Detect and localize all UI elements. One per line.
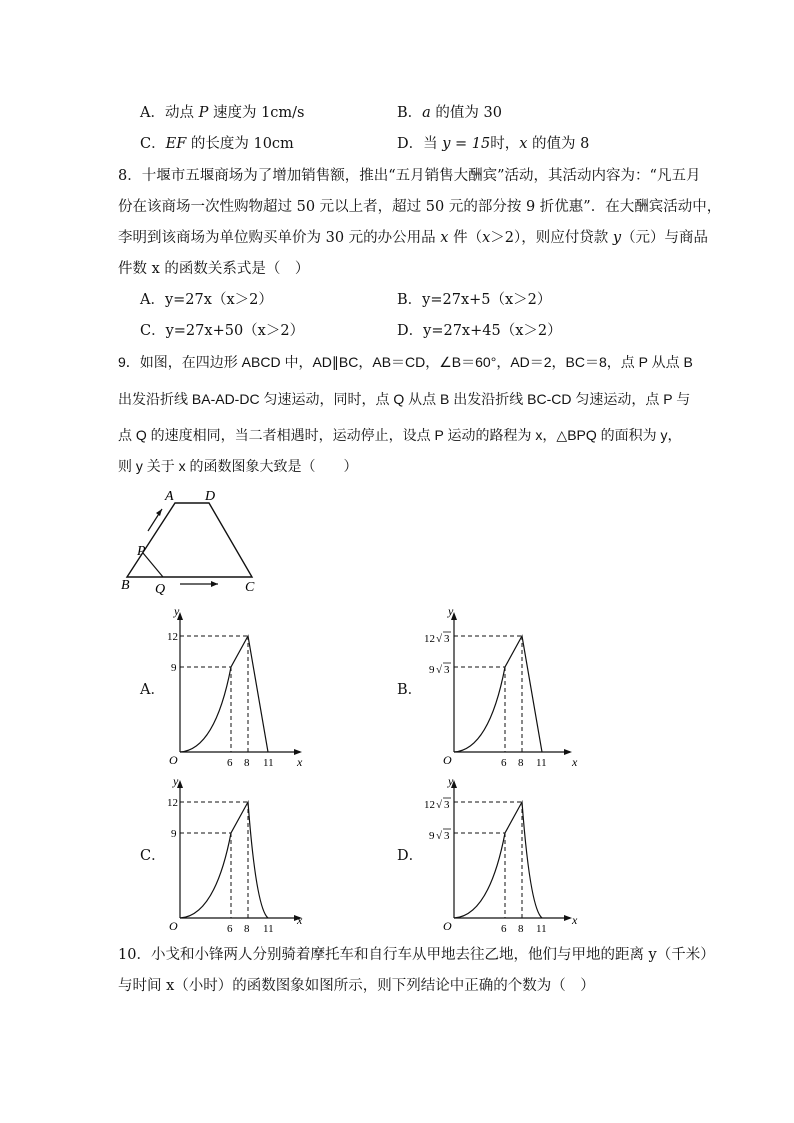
svg-text:8: 8 [244,923,250,935]
svg-text:3: 3 [444,633,450,645]
trapezoid-figure [115,485,265,595]
graph-c [160,768,320,943]
q8-line-3: 李明到该商场为单位购买单价为 30 元的办公用品 x 件（x＞2），则应付贷款 y（元）与商品 [118,230,709,246]
graph-option-d-label: D． [397,848,424,864]
graph-d [418,768,588,943]
svg-text:√: √ [436,799,443,811]
svg-text:12: 12 [167,631,178,643]
svg-text:11: 11 [536,757,547,769]
q8-line-4: 件数 x 的函数关系式是（ ） [118,261,310,277]
svg-text:√: √ [436,633,443,645]
svg-text:6: 6 [227,923,233,935]
svg-text:y: y [174,604,180,618]
label-b: B [121,578,130,593]
q9-line-4: 则 y 关于 x 的函数图象大致是（ ） [118,458,358,474]
svg-text:y: y [448,604,454,618]
q7-option-d: D．当 y = 15时，x 的值为 8 [397,136,590,152]
svg-text:x: x [297,913,303,927]
q7-option-b: B．a 的值为 30 [397,105,502,121]
q8-option-a: A．y=27x（x＞2） [140,292,273,308]
label-d: D [205,489,216,504]
q8-option-d: D．y=27x+45（x＞2） [397,323,562,339]
svg-text:9: 9 [171,828,177,840]
q9-line-2: 出发沿折线 BA-AD-DC 匀速运动，同时，点 Q 从点 B 出发沿折线 BC-CD 匀速运动，点 P 与 [118,391,691,407]
graph-b [418,600,588,775]
svg-text:O: O [443,753,452,767]
svg-text:O: O [443,919,452,933]
svg-text:11: 11 [263,923,274,935]
label-p: P [137,544,146,559]
svg-text:11: 11 [536,923,547,935]
svg-text:√: √ [436,664,443,676]
label-c: C [245,580,255,595]
svg-text:y: y [448,774,454,788]
q7-option-a: A．动点 P 速度为 1cm/s [140,105,305,121]
graph-option-a-label: A． [140,682,165,698]
q10-line-2: 与时间 x（小时）的函数图象如图所示，则下列结论中正确的个数为（ ） [118,978,595,994]
svg-text:x: x [572,755,578,769]
svg-text:8: 8 [518,757,524,769]
q9-line-1: 9．如图，在四边形 ABCD 中，AD∥BC，AB＝CD，∠B＝60°，AD＝2，BC＝8，点 P 从点 B [118,354,693,370]
q8-option-b: B．y=27x+5（x＞2） [397,292,552,308]
svg-text:9: 9 [429,830,435,842]
q8-line-1: 8．十堰市五堰商场为了增加销售额，推出“五月销售大酬宾”活动，其活动内容为：“凡五月 [118,168,701,184]
label-a: A [165,489,174,504]
svg-text:12: 12 [424,799,435,811]
graph-option-c-label: C． [140,848,166,864]
q9-line-3: 点 Q 的速度相同，当二者相遇时，运动停止，设点 P 运动的路程为 x，△BPQ 的面积为 y， [118,427,682,443]
svg-text:8: 8 [518,923,524,935]
svg-text:12: 12 [424,633,435,645]
svg-text:O: O [169,753,178,767]
svg-text:9: 9 [429,664,435,676]
svg-text:8: 8 [244,757,250,769]
q10-line-1: 10．小戈和小锋两人分别骑着摩托车和自行车从甲地去往乙地，他们与甲地的距离 y（千米） [118,947,715,963]
svg-text:6: 6 [227,757,233,769]
q7-option-c: C．EF 的长度为 10cm [140,136,294,152]
svg-text:9: 9 [171,662,177,674]
svg-text:3: 3 [444,664,450,676]
svg-text:12: 12 [167,797,178,809]
svg-text:O: O [169,919,178,933]
svg-text:11: 11 [263,757,274,769]
label-q: Q [155,582,166,597]
graph-option-b-label: B． [397,682,423,698]
svg-text:3: 3 [444,830,450,842]
svg-text:√: √ [436,830,443,842]
svg-text:x: x [572,913,578,927]
svg-text:6: 6 [501,923,507,935]
graph-a [160,600,320,775]
svg-text:6: 6 [501,757,507,769]
svg-text:x: x [297,755,303,769]
q8-line-2: 份在该商场一次性购物超过 50 元以上者，超过 50 元的部分按 9 折优惠”．在大酬宾活动中， [118,199,722,215]
q8-option-c: C．y=27x+50（x＞2） [140,323,305,339]
svg-text:y: y [173,774,179,788]
svg-text:3: 3 [444,799,450,811]
